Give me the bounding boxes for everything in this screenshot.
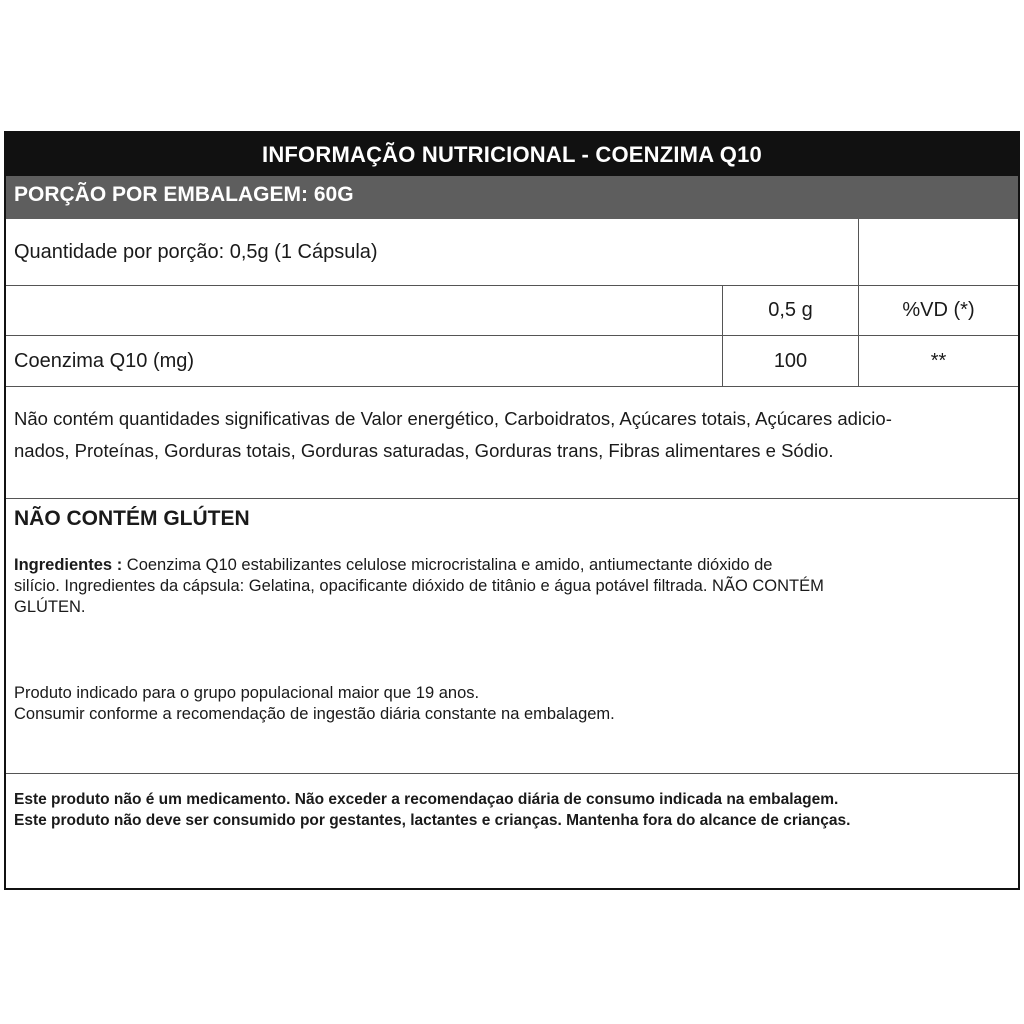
table-row bbox=[6, 336, 1018, 387]
header-empty-cell bbox=[6, 286, 722, 335]
serving-row bbox=[6, 219, 1018, 286]
section-divider bbox=[6, 773, 1018, 774]
header-vd: %VD (*) bbox=[858, 286, 1018, 335]
nutrition-facts-panel bbox=[4, 131, 1020, 890]
indication-line-1: Produto indicado para o grupo populacional maior que 19 anos. bbox=[14, 684, 480, 702]
ingredients-line-3: GLÚTEN. bbox=[14, 598, 86, 616]
nutrient-vd: ** bbox=[858, 336, 1018, 386]
nutrient-amount: 100 bbox=[722, 336, 858, 386]
usage-indication bbox=[6, 683, 1018, 725]
not-significant-note bbox=[6, 401, 1018, 499]
header-amount: 0,5 g bbox=[722, 286, 858, 335]
nutrient-name: Coenzima Q10 (mg) bbox=[14, 349, 195, 372]
gluten-statement: NÃO CONTÉM GLÚTEN bbox=[14, 507, 250, 530]
ingredients-text-1: Coenzima Q10 estabilizantes celulose microcristalina e amido, antiumectante dióxido de bbox=[122, 556, 773, 574]
warning-block bbox=[6, 789, 1018, 831]
serving-label: Quantidade por porção: 0,5g (1 Cápsula) bbox=[14, 240, 378, 263]
note-line-2: nados, Proteínas, Gorduras totais, Gorduras saturadas, Gorduras trans, Fibras alimentares e Sódio. bbox=[14, 440, 834, 461]
warning-line-1: Este produto não é um medicamento. Não exceder a recomendaçao diária de consumo indicada na embalagem. bbox=[14, 791, 839, 808]
ingredients-block bbox=[6, 555, 1018, 618]
ingredients-line-2: silício. Ingredientes da cápsula: Gelatina, opacificante dióxido de titânio e água potável filtrada. NÃO CONTÉM bbox=[14, 577, 824, 595]
ingredients-label: Ingredientes : bbox=[14, 556, 123, 574]
indication-line-2: Consumir conforme a recomendação de ingestão diária constante na embalagem. bbox=[14, 705, 615, 723]
ingredients-line-1 bbox=[14, 555, 1008, 576]
serving-empty-cell bbox=[858, 219, 1018, 285]
portion-header: PORÇÃO POR EMBALAGEM: 60G bbox=[6, 176, 1018, 219]
note-line-1: Não contém quantidades significativas de Valor energético, Carboidratos, Açúcares totais, Açúcares adicio- bbox=[14, 408, 892, 429]
table-header-row bbox=[6, 286, 1018, 336]
warning-line-2: Este produto não deve ser consumido por gestantes, lactantes e crianças. Mantenha fora do alcance de crianças. bbox=[14, 812, 851, 829]
panel-title: INFORMAÇÃO NUTRICIONAL - COENZIMA Q10 bbox=[6, 133, 1018, 176]
